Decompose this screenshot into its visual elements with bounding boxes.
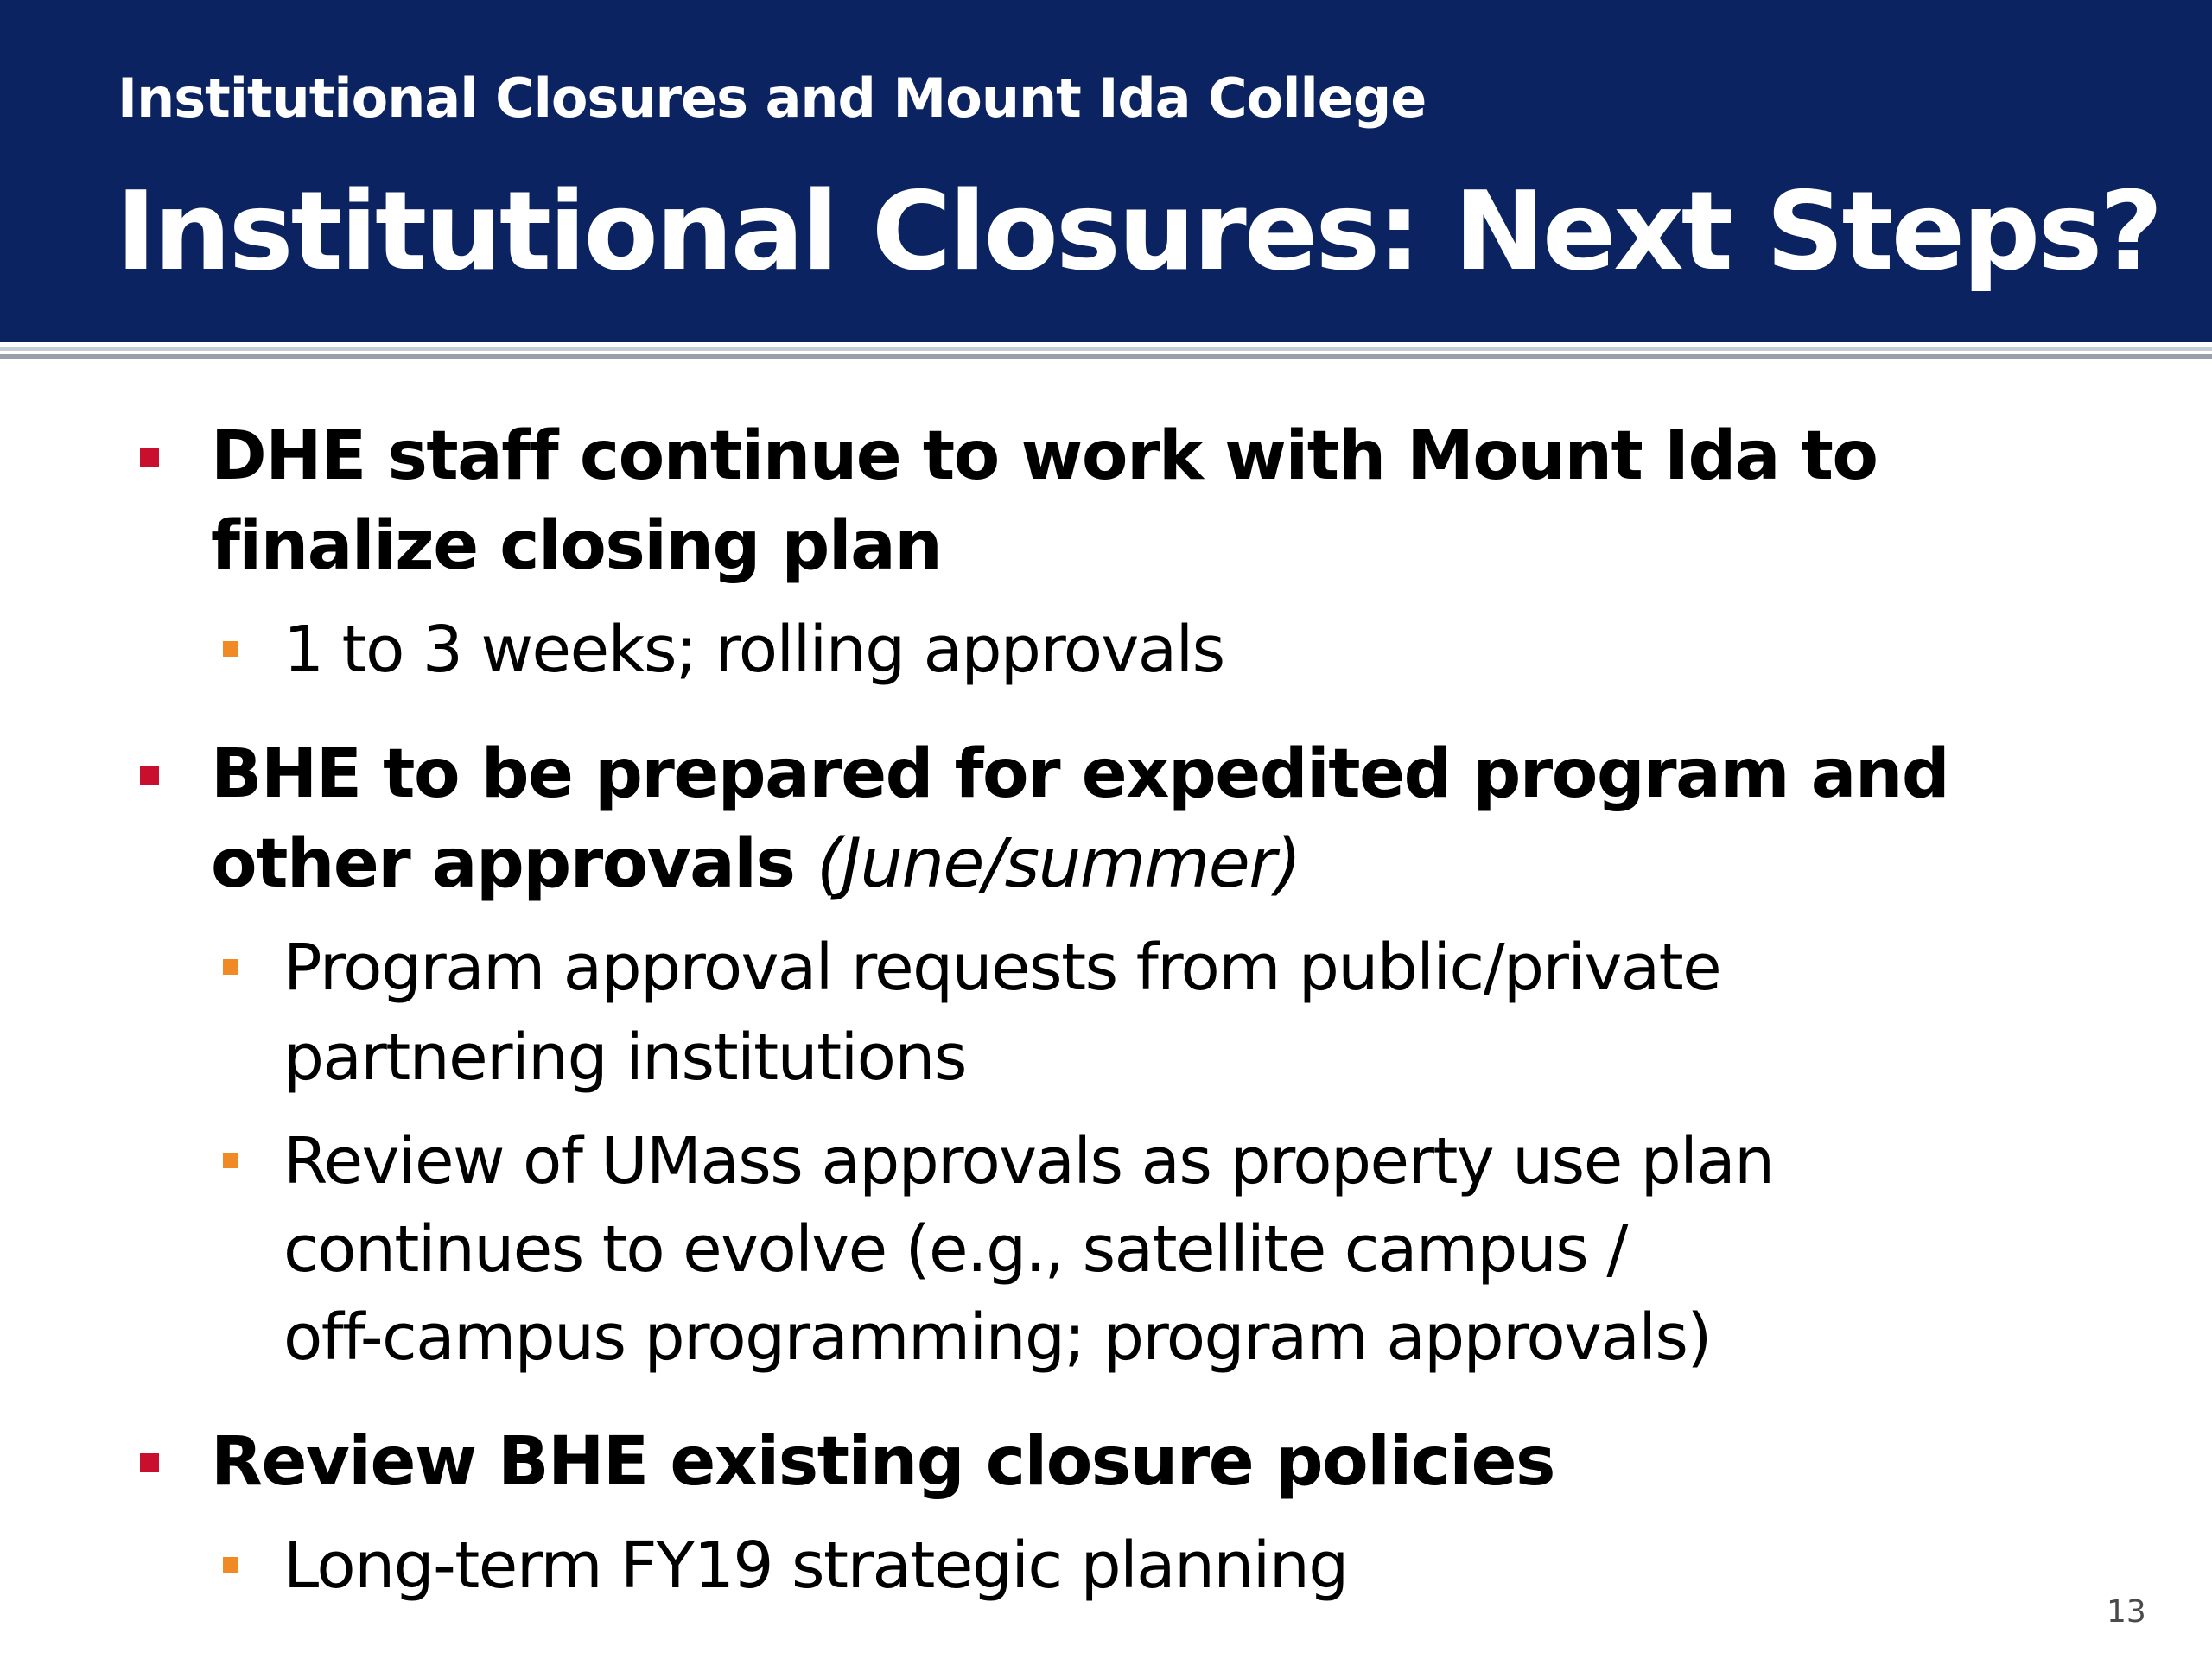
page-number: 13 [2107, 1594, 2146, 1630]
bullet-marker [140, 448, 159, 467]
sub-bullet-2-1-line-1: Program approval requests from public/private [283, 931, 1721, 1005]
sub-bullet-2-2-line-1: Review of UMass approvals as property use plan [283, 1124, 1774, 1198]
sub-bullet-marker [223, 641, 238, 657]
bullet-1-line-2: finalize closing plan [211, 507, 942, 585]
sub-bullet-3-1: Long-term FY19 strategic planning [283, 1529, 1348, 1603]
bullet-2-line-2 [211, 819, 1300, 909]
bullet-1-line-1: DHE staff continue to work with Mount Ida to [211, 417, 1878, 495]
bullet-2-line-2-text: other approvals [211, 825, 795, 903]
sub-bullet-1-1: 1 to 3 weeks; rolling approvals [283, 613, 1224, 687]
bullet-marker [140, 1453, 159, 1472]
bullet-3-line-1: Review BHE existing closure policies [211, 1423, 1554, 1501]
sub-bullet-marker [223, 1153, 238, 1168]
sub-bullet-2-1-line-2: partnering institutions [283, 1020, 966, 1095]
sub-bullet-2-2-line-2: continues to evolve (e.g., satellite campus / [283, 1212, 1627, 1287]
sub-bullet-2-2-line-3: off-campus programming; program approvals) [283, 1300, 1711, 1375]
sub-bullet-marker [223, 959, 238, 975]
bullet-2-line-1: BHE to be prepared for expedited program and [211, 735, 1949, 813]
sub-bullet-marker [223, 1557, 238, 1573]
slide-subtitle: Institutional Closures and Mount Ida College [118, 67, 1427, 130]
bullet-2-note: (June/summer) [817, 825, 1300, 903]
slide-title: Institutional Closures: Next Steps? [116, 168, 2161, 295]
bullet-marker [140, 766, 159, 785]
